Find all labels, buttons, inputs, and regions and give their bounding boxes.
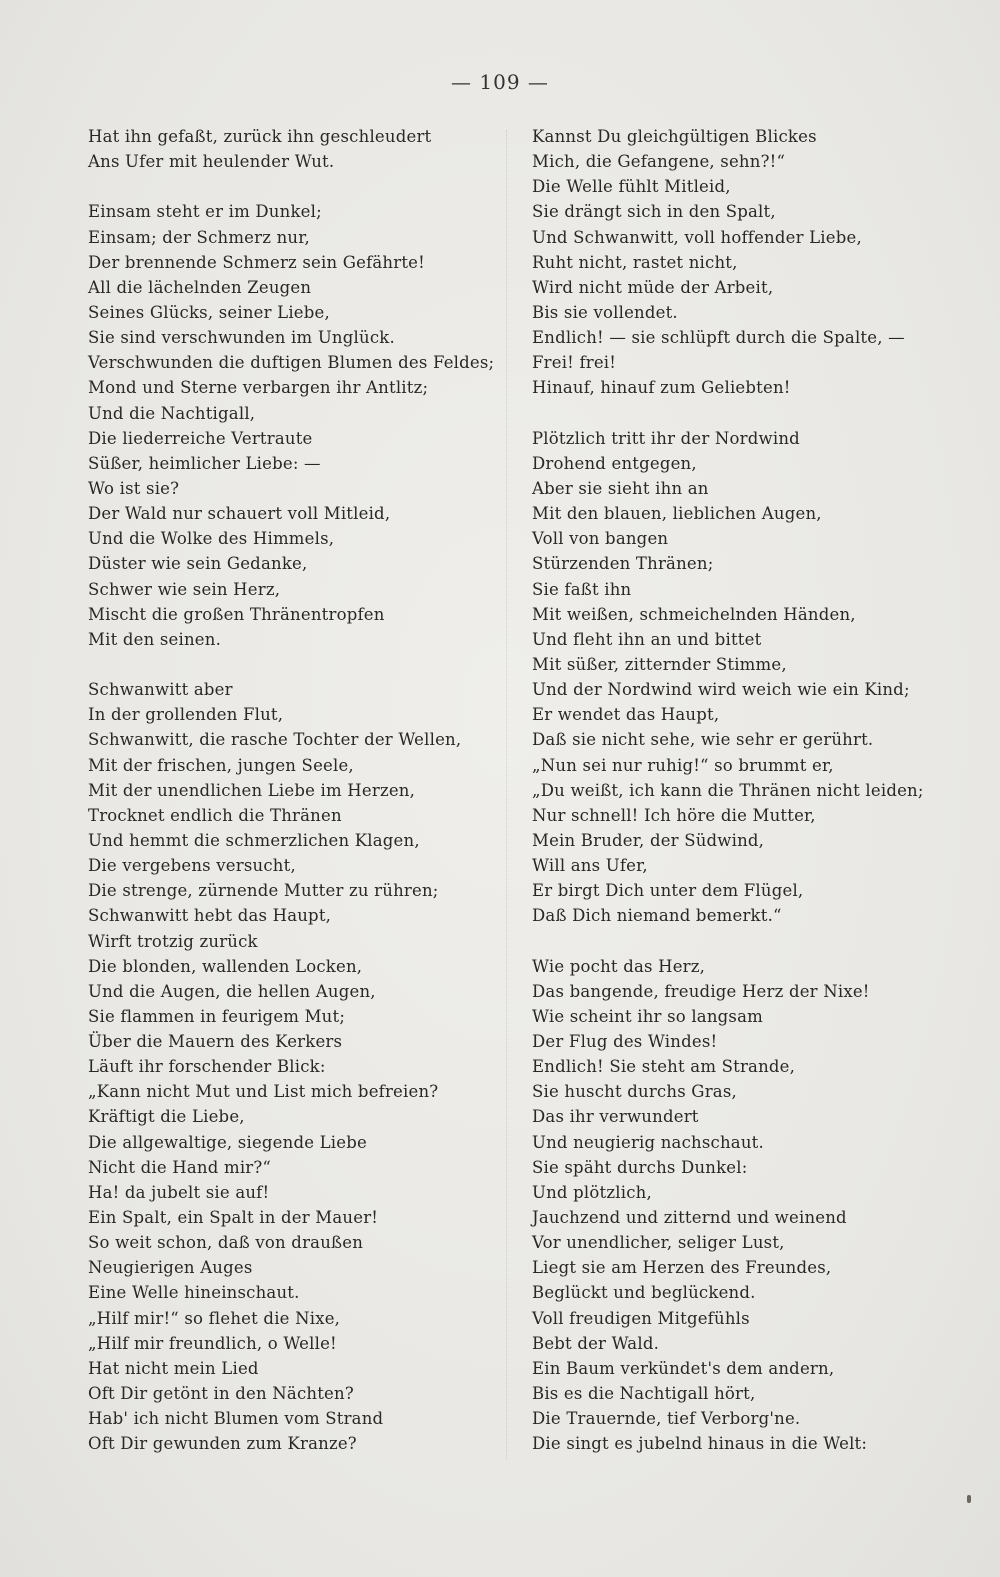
verse-line: Er wendet das Haupt,	[532, 705, 720, 725]
verse-line: Mit der unendlichen Liebe im Herzen,	[88, 780, 416, 800]
verse-line: Und neugierig nachschaut.	[532, 1132, 764, 1152]
verse-line: Voll von bangen	[532, 529, 669, 549]
verse-line: Daß sie nicht sehe, wie sehr er gerührt.	[532, 730, 874, 750]
verse-line: Wirft trotzig zurück	[88, 931, 258, 951]
verse-line: Kannst Du gleichgültigen Blickes	[532, 127, 817, 146]
verse-line: Nur schnell! Ich höre die Mutter,	[532, 805, 816, 825]
verse-line: Oft Dir getönt in den Nächten?	[88, 1384, 354, 1404]
verse-line: Seines Glücks, seiner Liebe,	[88, 302, 330, 322]
verse-line: Neugierigen Auges	[88, 1258, 253, 1278]
stanza-break	[532, 401, 952, 426]
verse-line: Schwanwitt hebt das Haupt,	[88, 906, 332, 926]
verse-line: Das ihr verwundert	[532, 1107, 699, 1127]
verse-line: Ein Spalt, ein Spalt in der Mauer!	[88, 1208, 379, 1228]
gutter-bleed-through	[506, 130, 517, 1460]
verse-line: „Hilf mir!“ so flehet die Nixe,	[88, 1308, 341, 1328]
verse-line: Die blonden, wallenden Locken,	[88, 956, 363, 976]
verse-line: Kräftigt die Liebe,	[88, 1107, 245, 1127]
verse-line: Die vergebens versucht,	[88, 856, 296, 876]
verse-line: Mit den seinen.	[88, 629, 222, 649]
verse-line: Trocknet endlich die Thränen	[88, 805, 342, 825]
stanza-break	[88, 652, 498, 677]
verse-line: Mich, die Gefangene, sehn?!“	[532, 152, 786, 172]
verse-line: Stürzenden Thränen;	[532, 554, 714, 574]
verse-line: Die Welle fühlt Mitleid,	[532, 177, 731, 197]
verse-line: Läuft ihr forschender Blick:	[88, 1057, 326, 1077]
verse-line: Süßer, heimlicher Liebe: —	[88, 453, 321, 473]
verse-line: Hat nicht mein Lied	[88, 1358, 259, 1378]
verse-line: Daß Dich niemand bemerkt.“	[532, 906, 782, 926]
verse-line: Sie flammen in feurigem Mut;	[88, 1006, 346, 1026]
verse-line: Und Schwanwitt, voll hoffender Liebe,	[532, 227, 862, 247]
verse-line: Und die Augen, die hellen Augen,	[88, 981, 376, 1001]
verse-line: Plötzlich tritt ihr der Nordwind	[532, 428, 800, 448]
page-number: — 109 —	[451, 70, 549, 94]
verse-line: Jauchzend und zitternd und weinend	[532, 1208, 847, 1228]
verse-line: All die lächelnden Zeugen	[88, 277, 312, 297]
verse-line: Hat ihn gefaßt, zurück ihn geschleudert	[88, 127, 432, 146]
verse-line: Bebt der Wald.	[532, 1333, 660, 1353]
verse-line: Die strenge, zürnende Mutter zu rühren;	[88, 881, 439, 901]
verse-line: Sie faßt ihn	[532, 579, 632, 599]
verse-line: Wie scheint ihr so langsam	[532, 1006, 763, 1026]
verse-line: Das bangende, freudige Herz der Nixe!	[532, 981, 870, 1001]
verse-line: „Hilf mir freundlich, o Welle!	[88, 1333, 337, 1353]
verse-line: Endlich! Sie steht am Strande,	[532, 1057, 796, 1077]
verse-line: In der grollenden Flut,	[88, 705, 284, 725]
verse-line: Bis es die Nachtigall hört,	[532, 1384, 756, 1404]
verse-line: Vor unendlicher, seliger Lust,	[532, 1233, 785, 1253]
verse-line: Eine Welle hineinschaut.	[88, 1283, 300, 1303]
verse-line: Und der Nordwind wird weich wie ein Kind;	[532, 680, 910, 700]
verse-line: Voll freudigen Mitgefühls	[532, 1308, 750, 1328]
verse-line: So weit schon, daß von draußen	[88, 1233, 364, 1253]
verse-line: Die allgewaltige, siegende Liebe	[88, 1132, 367, 1152]
verse-line: Einsam; der Schmerz nur,	[88, 227, 310, 247]
verse-line: Und hemmt die schmerzlichen Klagen,	[88, 830, 420, 850]
stanza-break	[532, 929, 952, 954]
verse-line: Mein Bruder, der Südwind,	[532, 830, 765, 850]
verse-line: Wo ist sie?	[88, 478, 180, 498]
verse-line: Die Trauernde, tief Verborg'ne.	[532, 1409, 801, 1429]
verse-line: Und die Nachtigall,	[88, 403, 256, 423]
verse-line: Mond und Sterne verbargen ihr Antlitz;	[88, 378, 429, 398]
verse-line: Schwer wie sein Herz,	[88, 579, 281, 599]
verse-line: Bis sie vollendet.	[532, 302, 678, 322]
verse-line: Der Flug des Windes!	[532, 1032, 718, 1052]
verse-line: Die singt es jubelnd hinaus in die Welt:	[532, 1434, 868, 1454]
verse-line: Er birgt Dich unter dem Flügel,	[532, 881, 804, 901]
verse-line: Sie späht durchs Dunkel:	[532, 1157, 748, 1177]
verse-line: Mit der frischen, jungen Seele,	[88, 755, 354, 775]
verse-line: Mit weißen, schmeichelnden Händen,	[532, 604, 856, 624]
right-text-column	[532, 124, 952, 1456]
verse-line: Ans Ufer mit heulender Wut.	[88, 152, 335, 172]
verse-line: Ein Baum verkündet's dem andern,	[532, 1358, 835, 1378]
verse-line: Nicht die Hand mir?“	[88, 1157, 272, 1177]
verse-line: „Nun sei nur ruhig!“ so brummt er,	[532, 755, 834, 775]
verse-line: Die liederreiche Vertraute	[88, 428, 313, 448]
verse-line: Beglückt und beglückend.	[532, 1283, 756, 1303]
verse-line: Düster wie sein Gedanke,	[88, 554, 308, 574]
verse-line: Mit süßer, zitternder Stimme,	[532, 654, 787, 674]
verse-line: „Kann nicht Mut und List mich befreien?	[88, 1082, 439, 1102]
verse-line: Drohend entgegen,	[532, 453, 697, 473]
stanza-break	[88, 174, 498, 199]
verse-line: Ruht nicht, rastet nicht,	[532, 252, 738, 272]
verse-line: Sie huscht durchs Gras,	[532, 1082, 737, 1102]
verse-line: Mit den blauen, lieblichen Augen,	[532, 504, 822, 524]
verse-line: Einsam steht er im Dunkel;	[88, 202, 322, 222]
left-text-column	[88, 124, 498, 1456]
verse-line: Liegt sie am Herzen des Freundes,	[532, 1258, 832, 1278]
verse-line: Sie drängt sich in den Spalt,	[532, 202, 776, 222]
verse-line: Verschwunden die duftigen Blumen des Feldes;	[88, 353, 495, 373]
verse-line: Und plötzlich,	[532, 1182, 652, 1202]
verse-line: Ha! da jubelt sie auf!	[88, 1182, 270, 1202]
verse-line: Aber sie sieht ihn an	[532, 478, 709, 498]
verse-line: Schwanwitt, die rasche Tochter der Wellen,	[88, 730, 462, 750]
paper-speck	[967, 1495, 971, 1503]
verse-line: Wie pocht das Herz,	[532, 956, 706, 976]
verse-line: Hinauf, hinauf zum Geliebten!	[532, 378, 791, 398]
verse-line: Sie sind verschwunden im Unglück.	[88, 328, 395, 348]
verse-line: Der Wald nur schauert voll Mitleid,	[88, 504, 391, 524]
verse-line: Will ans Ufer,	[532, 856, 648, 876]
verse-line: Schwanwitt aber	[88, 680, 233, 700]
verse-line: Der brennende Schmerz sein Gefährte!	[88, 252, 425, 272]
verse-line: „Du weißt, ich kann die Thränen nicht leiden;	[532, 780, 924, 800]
verse-line: Mischt die großen Thränentropfen	[88, 604, 385, 624]
verse-line: Endlich! — sie schlüpft durch die Spalte, —	[532, 328, 905, 348]
verse-line: Oft Dir gewunden zum Kranze?	[88, 1434, 357, 1454]
verse-line: Hab' ich nicht Blumen vom Strand	[88, 1409, 384, 1429]
verse-line: Frei! frei!	[532, 353, 617, 373]
verse-line: Wird nicht müde der Arbeit,	[532, 277, 774, 297]
verse-line: Und die Wolke des Himmels,	[88, 529, 335, 549]
verse-line: Über die Mauern des Kerkers	[88, 1032, 343, 1052]
verse-line: Und fleht ihn an und bittet	[532, 629, 762, 649]
